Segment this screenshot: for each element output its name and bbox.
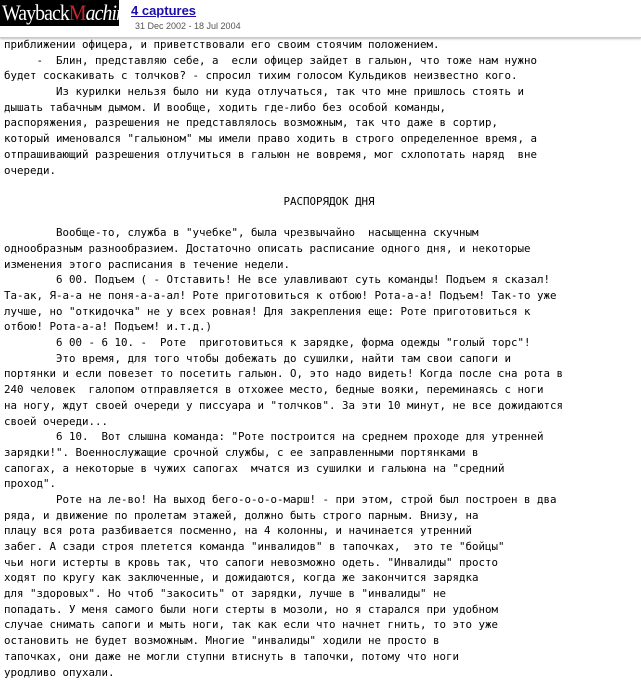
text-line: Роте на ле-во! На выход бего-о-о-о-марш! - при этом, строй был построен в два — [4, 492, 634, 508]
text-line: уродливо опухали. — [4, 665, 634, 680]
text-line: сапогах, а некоторые в чужих сапогах мчатся из сушилки и гальюна на "средний — [4, 461, 634, 477]
text-line: чьи ноги истерты в кровь так, что сапоги невозможно одеть. "Инвалиды" просто — [4, 555, 634, 571]
text-line: остановить не будет возможным. Многие "инвалиды" ходили не просто в — [4, 633, 634, 649]
text-line: изменения этого расписания в течение недели. — [4, 257, 634, 273]
text-line: плацу вся рота разбивается посменно, на 4 колонны, и начинается утренний — [4, 523, 634, 539]
text-line: который именовался "гальюном" мы имели право ходить в строго определенное время, а — [4, 131, 634, 147]
text-line: дышать табачным дымом. И вообще, ходить где-либо без особой команды, — [4, 100, 634, 116]
text-line: ряда, и движение по пролетам этажей, должно быть строго парным. Внизу, на — [4, 508, 634, 524]
text-line: приближении офицера, и приветствовали его своим стоячим положением. — [4, 37, 634, 53]
text-line — [4, 210, 634, 226]
text-line: для "здоровых". Но чтоб "закосить" от зарядки, лучше в "инвалиды" не — [4, 586, 634, 602]
captures-link[interactable]: 4 captures — [131, 3, 196, 18]
text-line: 6 00 - 6 10. - Роте приготовиться к зарядке, форма одежды "голый торс"! — [4, 335, 634, 351]
text-line: отбою! Рота-а-а! Подъем! и.т.д.) — [4, 319, 634, 335]
text-line: РАСПОРЯДОК ДНЯ — [4, 194, 634, 210]
text-line: Из курилки нельзя было ни куда отлучаться, так что мне пришлось стоять и — [4, 84, 634, 100]
document-text — [4, 37, 634, 680]
text-line: 6 00. Подъем ( - Отставить! Не все улавливают суть команды! Подъем я сказал! — [4, 272, 634, 288]
text-line: 240 человек галопом отправляется в отхожее место, бедные вояки, переминаясь с ноги — [4, 382, 634, 398]
text-line: лучше, но "откидочка" не у всех ровная! Для закрепления еще: Роте приготовиться к — [4, 304, 634, 320]
text-line: Это время, для того чтобы добежать до сушилки, найти там свои сапоги и — [4, 351, 634, 367]
text-line: - Блин, представляю себе, а если офицер зайдет в гальюн, что тоже нам нужно — [4, 53, 634, 69]
wayback-logo-text: WaybackMachine — [2, 2, 133, 24]
text-line: случае снимать сапоги и мыть ноги, так как если что начнет гнить, то это уже — [4, 617, 634, 633]
text-line: попадать. У меня самого были ноги стерты в мозоли, но я старался при удобном — [4, 602, 634, 618]
wayback-toolbar — [0, 0, 641, 38]
text-line: очереди. — [4, 163, 634, 179]
capture-date-range: 31 Dec 2002 - 18 Jul 2004 — [135, 21, 241, 31]
text-line: отпрашивающий разрешения отлучиться в гальюн не вовремя, мог схлопотать наряд вне — [4, 147, 634, 163]
text-line: проход". — [4, 476, 634, 492]
text-line: Вообще-то, служба в "учебке", была чрезвычайно насыщенна скучным — [4, 225, 634, 241]
text-line: зарядки!". Военнослужащие срочной службы, с ее заправленными портянками в — [4, 445, 634, 461]
text-line: портянки и если повезет то посетить гальюн. О, это надо видеть! Когда после сна рота в — [4, 366, 634, 382]
text-line: тапочках, они даже не могли ступни втиснуть в тапочки, потому что ноги — [4, 649, 634, 665]
text-line: 6 10. Вот слышна команда: "Роте построится на среднем проходе для утренней — [4, 429, 634, 445]
text-line: будет соскакивать с толчков? - спросил тихим голосом Кульдиков неизвестно кого. — [4, 68, 634, 84]
wayback-logo[interactable] — [0, 0, 119, 26]
text-line: забег. А сзади строя плетется команда "инвалидов" в тапочках, это те "бойцы" — [4, 539, 634, 555]
text-line: однообразным разнообразием. Достаточно описать расписание одного дня, и некоторые — [4, 241, 634, 257]
text-line: на ногу, ждут своей очереди у писсуара и "толчков". За эти 10 минут, не все дожидаются — [4, 398, 634, 414]
text-line: своей очереди... — [4, 414, 634, 430]
text-line: Та-ак, Я-а-а не поня-а-а-ал! Роте приготовиться к отбою! Рота-а-а! Подъем! Так-то уже — [4, 288, 634, 304]
text-line — [4, 178, 634, 194]
text-line: распоряжения, разрешения не представлялось возможным, так что даже в сортир, — [4, 115, 634, 131]
text-line: ходят по кругу как заключенные, и дожидаются, когда же закончится зарядка — [4, 570, 634, 586]
